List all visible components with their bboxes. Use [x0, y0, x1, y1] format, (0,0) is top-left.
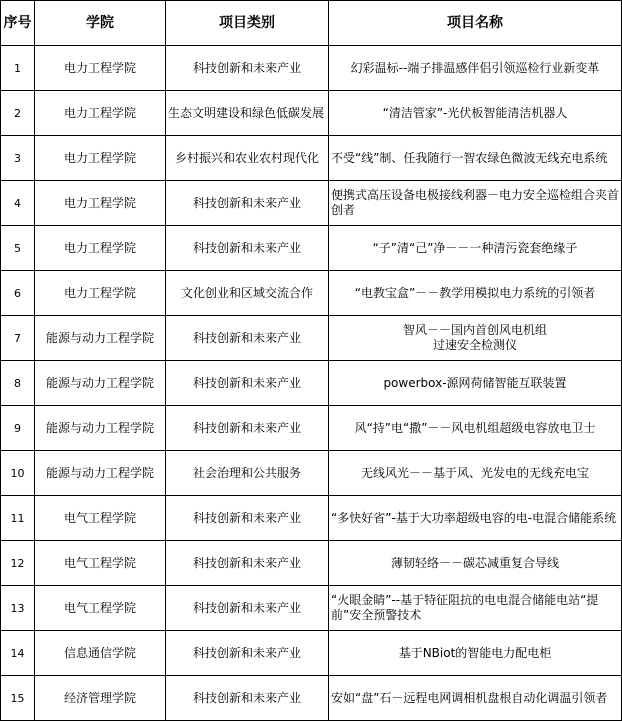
- row-seq: 2: [1, 91, 35, 136]
- row-project-name: 风“持”电“撒”－－风电机组超级电容放电卫士: [329, 406, 622, 451]
- row-project-name: 安如“盘”石－远程电网调相机盘根自动化调温引领者: [329, 676, 622, 721]
- row-project-name: 薄韧轻络－－碳芯减重复合导线: [329, 541, 622, 586]
- table-row: [1, 46, 622, 91]
- row-category: 乡村振兴和农业农村现代化: [166, 136, 329, 181]
- table-row: [1, 541, 622, 586]
- row-project-name: “子”清“己”净－－一种清污瓷套绝缘子: [329, 226, 622, 271]
- row-project-name: “火眼金睛”--基于特征阻抗的电电混合储能电站“提前”安全预警技术: [329, 586, 622, 631]
- row-seq: 7: [1, 316, 35, 361]
- row-project-name: powerbox-源网荷储智能互联装置: [329, 361, 622, 406]
- row-college: 信息通信学院: [35, 631, 166, 676]
- row-category: 科技创新和未来产业: [166, 361, 329, 406]
- row-category: 科技创新和未来产业: [166, 586, 329, 631]
- row-college: 能源与动力工程学院: [35, 406, 166, 451]
- table-row: [1, 676, 622, 721]
- header-college: 学院: [35, 1, 166, 46]
- table-row: [1, 136, 622, 181]
- row-category: 科技创新和未来产业: [166, 406, 329, 451]
- row-project-name: 基于NBiot的智能电力配电柜: [329, 631, 622, 676]
- row-college: 能源与动力工程学院: [35, 361, 166, 406]
- header-seq: 序号: [1, 1, 35, 46]
- row-college: 经济管理学院: [35, 676, 166, 721]
- row-college: 能源与动力工程学院: [35, 316, 166, 361]
- row-seq: 3: [1, 136, 35, 181]
- row-project-name: “清洁管家”-光伏板智能清洁机器人: [329, 91, 622, 136]
- table-row: [1, 631, 622, 676]
- table-row: [1, 406, 622, 451]
- row-category: 科技创新和未来产业: [166, 226, 329, 271]
- row-seq: 13: [1, 586, 35, 631]
- header-row: [1, 1, 622, 46]
- row-project-name: 幻彩温标--端子排温感伴侣引领巡检行业新变革: [329, 46, 622, 91]
- row-college: 电力工程学院: [35, 46, 166, 91]
- row-project-name: “多快好省”-基于大功率超级电容的电-电混合储能系统: [329, 496, 622, 541]
- row-seq: 8: [1, 361, 35, 406]
- row-seq: 12: [1, 541, 35, 586]
- row-college: 电气工程学院: [35, 541, 166, 586]
- row-college: 电力工程学院: [35, 226, 166, 271]
- row-seq: 9: [1, 406, 35, 451]
- table-row: [1, 226, 622, 271]
- table-row: [1, 361, 622, 406]
- row-category: 生态文明建设和绿色低碳发展: [166, 91, 329, 136]
- row-college: 电力工程学院: [35, 181, 166, 226]
- row-category: 科技创新和未来产业: [166, 181, 329, 226]
- row-seq: 1: [1, 46, 35, 91]
- row-college: 电气工程学院: [35, 586, 166, 631]
- row-seq: 10: [1, 451, 35, 496]
- row-college: 电力工程学院: [35, 91, 166, 136]
- row-category: 科技创新和未来产业: [166, 316, 329, 361]
- row-seq: 4: [1, 181, 35, 226]
- row-category: 科技创新和未来产业: [166, 46, 329, 91]
- row-category: 科技创新和未来产业: [166, 631, 329, 676]
- row-college: 电力工程学院: [35, 136, 166, 181]
- table-body: [1, 46, 622, 721]
- table-row: [1, 91, 622, 136]
- row-category: 社会治理和公共服务: [166, 451, 329, 496]
- row-category: 科技创新和未来产业: [166, 676, 329, 721]
- table-row: [1, 316, 622, 361]
- row-category: 科技创新和未来产业: [166, 541, 329, 586]
- table-row: [1, 496, 622, 541]
- row-category: 文化创业和区域交流合作: [166, 271, 329, 316]
- row-project-name: “电教宝盒”－－教学用模拟电力系统的引领者: [329, 271, 622, 316]
- table-row: [1, 181, 622, 226]
- row-seq: 11: [1, 496, 35, 541]
- table-row: [1, 271, 622, 316]
- row-college: 电气工程学院: [35, 496, 166, 541]
- row-project-name: 智风－－国内首创风电机组 过速安全检测仪: [329, 316, 622, 361]
- row-project-name: 便携式高压设备电极接线利器－电力安全巡检组合夹首创者: [329, 181, 622, 226]
- row-seq: 6: [1, 271, 35, 316]
- table-row: [1, 586, 622, 631]
- row-seq: 15: [1, 676, 35, 721]
- row-project-name: 不受“线”制、任我随行一智农绿色微波无线充电系统: [329, 136, 622, 181]
- row-seq: 5: [1, 226, 35, 271]
- header-category: 项目类别: [166, 1, 329, 46]
- row-seq: 14: [1, 631, 35, 676]
- row-college: 电力工程学院: [35, 271, 166, 316]
- table-row: [1, 451, 622, 496]
- row-project-name: 无线风光－－基于风、光发电的无线充电宝: [329, 451, 622, 496]
- header-name: 项目名称: [329, 1, 622, 46]
- row-college: 能源与动力工程学院: [35, 451, 166, 496]
- row-category: 科技创新和未来产业: [166, 496, 329, 541]
